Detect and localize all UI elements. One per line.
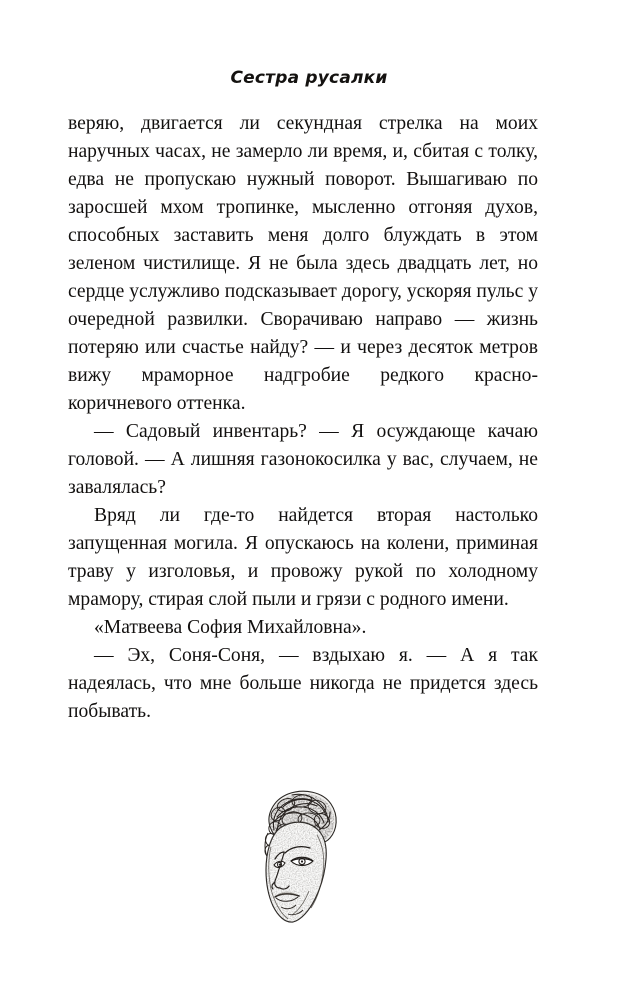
paragraph-2: — Садовый инвентарь? — Я осуждающе качаю головой. — А лишняя газонокосилка у вас, случаем, не завалялась?	[68, 421, 538, 498]
chapter-end-vignette	[247, 783, 343, 938]
paragraph-5: — Эх, Соня-Соня, — вздыхаю я. — А я так надеялась, что мне больше никогда не придется здесь побывать.	[68, 645, 538, 722]
running-head: Сестра русалки	[230, 68, 388, 88]
paragraph-4: «Матвеева София Михайловна».	[94, 617, 367, 638]
paragraph-1: веряю, двигается ли секундная стрелка на моих наручных часах, не замерло ли время, и, сбитая с толку, едва не пропускаю нужный поворот. Вышагиваю по заросшей мхом тропинке, мысленно отгоняя духов, способных заставить меня долго блуждать в этом зеленом чистилище. Я не была здесь двадцать лет, но сердце услужливо подсказывает дорогу, ускоряя пульс у очередной развилки. Сворачиваю направо — жизнь потеряю или счастье найду? — и через десяток метров вижу мраморное надгробие редкого красно-коричневого оттенка.	[68, 113, 538, 414]
body-text-block	[68, 110, 538, 726]
sculpture-face	[261, 819, 331, 927]
paragraph-3: Вряд ли где-то найдется вторая настолько запущенная могила. Я опускаюсь на колени, приминая траву у изголовья, и провожу рукой по холодному мрамору, стирая слой пыли и грязи с родного имени.	[68, 505, 538, 610]
classical-sculpture-head-icon	[247, 783, 343, 938]
